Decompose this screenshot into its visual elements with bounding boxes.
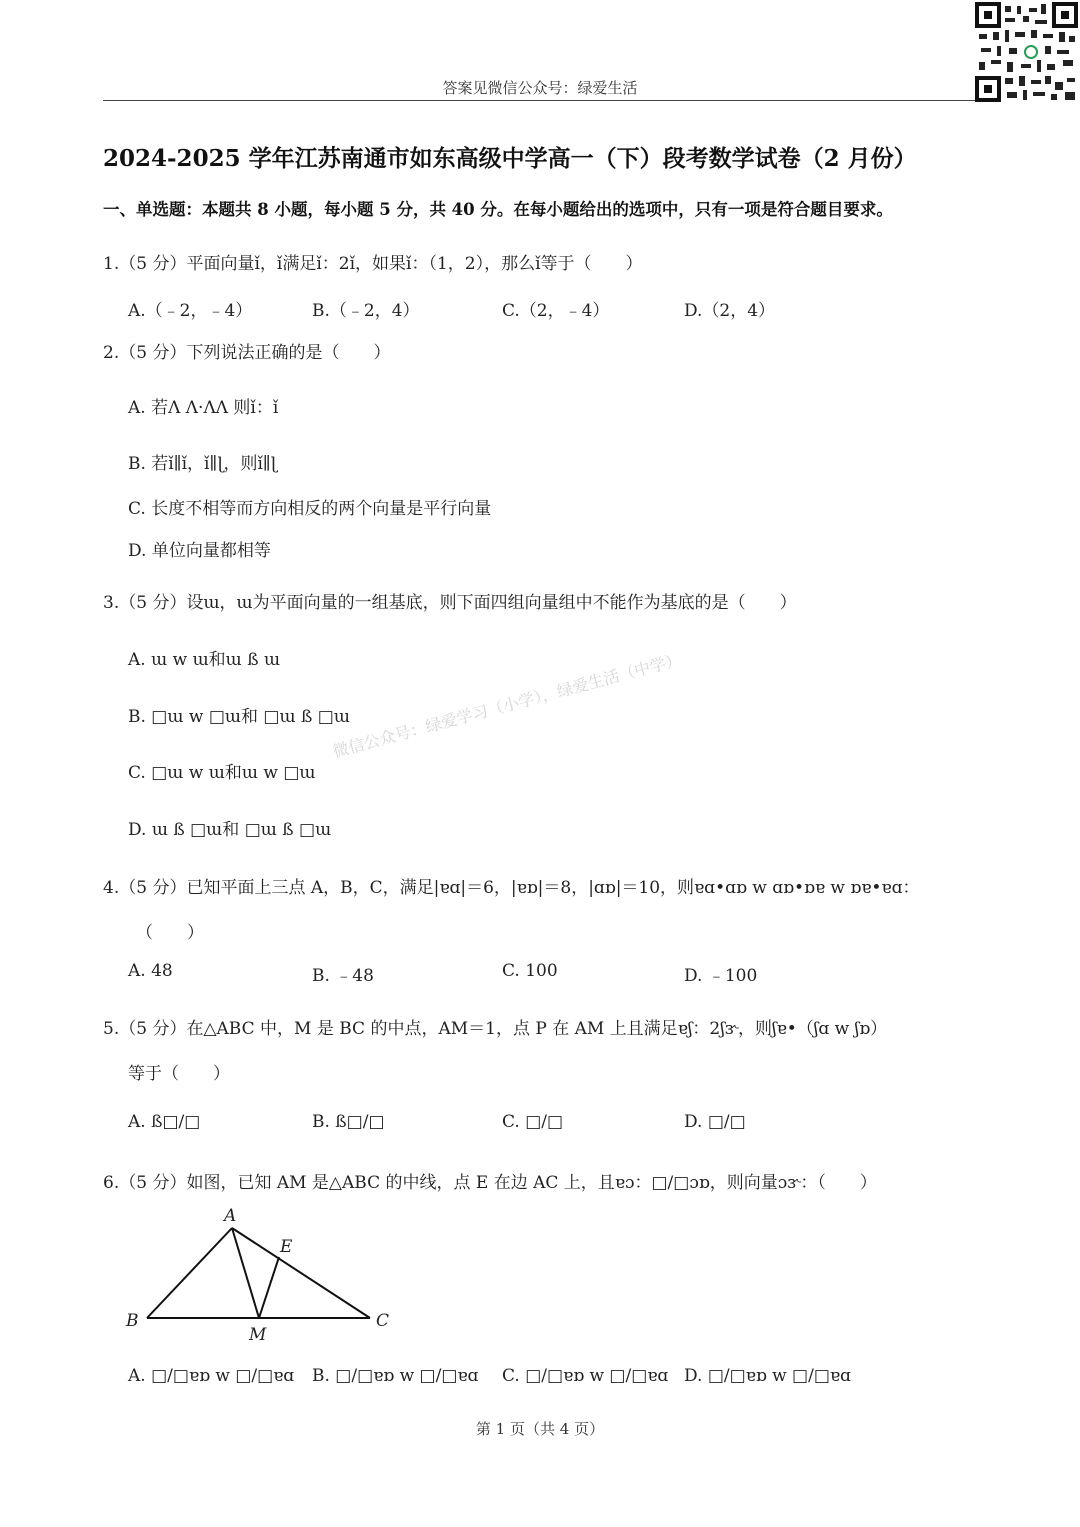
option-c: C. □/□ɐɒ w □/□ɐɑ: [502, 1366, 669, 1386]
segment-me: [259, 1257, 279, 1318]
side-ac: [232, 1228, 370, 1318]
question-3-option-b: B. □ɯ w □ɯ和 □ɯ ß □ɯ: [128, 707, 350, 727]
question-1-stem: 1.（5 分）平面向量ǐ，ǐ满足ǐ：2ǐ，如果ǐ：（1，2），那么ǐ等于（ ）: [103, 254, 643, 274]
page-footer: 第 1 页（共 4 页）: [475, 1420, 605, 1438]
question-2-stem: 2.（5 分）下列说法正确的是（ ）: [103, 343, 391, 363]
option-d: D.（2，4）: [684, 301, 776, 321]
option-c: C.（2，﹣4）: [502, 301, 610, 321]
side-ab: [147, 1228, 232, 1318]
question-3-option-d: D. ɯ ß □ɯ和 □ɯ ß □ɯ: [128, 820, 332, 840]
option-d: D. □/□ɐɒ w □/□ɐɑ: [684, 1366, 851, 1386]
triangle-figure: [120, 1200, 410, 1350]
question-2-option-c: C. 长度不相等而方向相反的两个向量是平行向量: [128, 499, 492, 519]
question-5-stem-cont: 等于（ ）: [128, 1064, 230, 1084]
label-m: M: [249, 1325, 267, 1345]
question-2-option-a: A. 若Λ Λ·ΛΛ 则ǐ：ǐ: [128, 398, 279, 418]
option-a: A. ß□/□: [128, 1112, 201, 1132]
option-a: A. 48: [128, 961, 173, 981]
question-2-option-d: D. 单位向量都相等: [128, 541, 271, 561]
label-a: A: [224, 1206, 237, 1226]
question-3-option-c: C. □ɯ w ɯ和ɯ w □ɯ: [128, 763, 316, 783]
watermark: 微信公众号：绿爱学习（小学），绿爱生活（中学）: [330, 649, 684, 762]
option-b: B. □/□ɐɒ w □/□ɐɑ: [312, 1366, 479, 1386]
option-b: B.（﹣2，4）: [312, 301, 420, 321]
option-a: A.（﹣2，﹣4）: [128, 301, 253, 321]
option-d: D. ﹣100: [684, 966, 758, 986]
label-b: B: [126, 1311, 139, 1331]
header-rule: [103, 100, 978, 101]
qr-code-icon: [975, 2, 1078, 102]
section-heading: 一、单选题：本题共 8 小题，每小题 5 分，共 40 分。在每小题给出的选项中，只有一项是符合题目要求。: [103, 200, 893, 219]
question-5-stem: 5.（5 分）在△ABC 中，M 是 BC 的中点，AM＝1，点 P 在 AM 上且满足ɐʃ：2ʃɝ，则ʃɐ•（ʃɑ w ʃɒ）: [103, 1019, 888, 1039]
page-title: 2024-2025 学年江苏南通市如东高级中学高一（下）段考数学试卷（2 月份）: [103, 145, 917, 172]
question-3-option-a: A. ɯ w ɯ和ɯ ß ɯ: [128, 650, 281, 670]
question-3-stem: 3.（5 分）设ɯ，ɯ为平面向量的一组基底，则下面四组向量组中不能作为基底的是（ ）: [103, 593, 797, 613]
median-am: [232, 1228, 259, 1318]
option-b: B. ﹣48: [312, 966, 374, 986]
page-header: 答案见微信公众号：绿爱生活: [442, 79, 638, 97]
option-a: A. □/□ɐɒ w □/□ɐɑ: [128, 1366, 295, 1386]
label-c: C: [376, 1311, 390, 1331]
option-b: B. ß□/□: [312, 1112, 385, 1132]
option-d: D. □/□: [684, 1112, 746, 1132]
question-4-stem: 4.（5 分）已知平面上三点 A，B，C，满足|ɐɑ|＝6，|ɐɒ|＝8，|ɑɒ|＝10，则ɐɑ•ɑɒ w ɑɒ•ɒɐ w ɒɐ•ɐɑ：: [103, 878, 920, 898]
question-4-stem-cont: （ ）: [136, 923, 204, 943]
question-6-stem: 6.（5 分）如图，已知 AM 是△ABC 的中线，点 E 在边 AC 上，且ɐɔ：□/□ɔɒ，则向量ɔɝ：（ ）: [103, 1173, 877, 1193]
option-c: C. □/□: [502, 1112, 564, 1132]
label-e: E: [280, 1237, 293, 1257]
option-c: C. 100: [502, 961, 558, 981]
question-2-option-b: B. 若ǐ∥ǐ，ǐ∥ɭ，则ǐ∥ɭ: [128, 454, 277, 474]
